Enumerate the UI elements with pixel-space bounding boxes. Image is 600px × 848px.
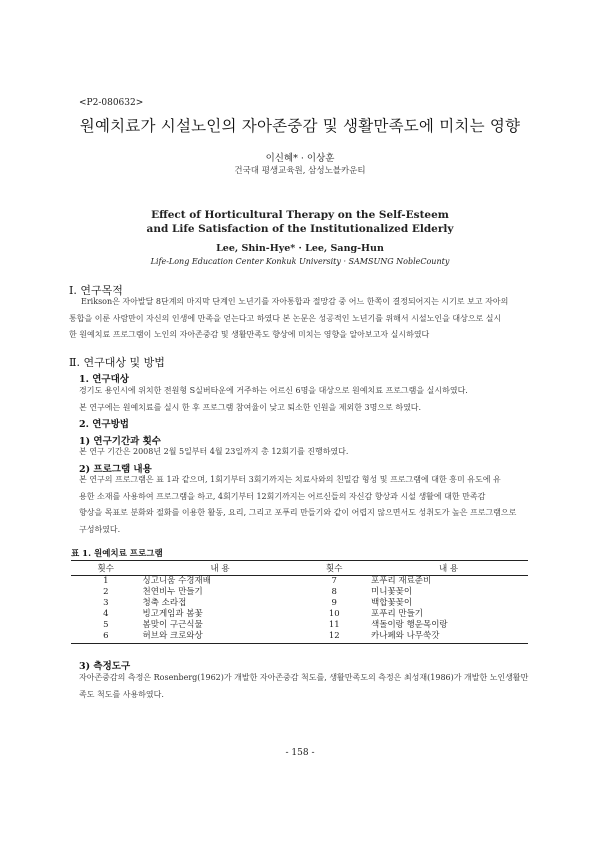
affiliation-korean: 건국대 평생교육원, 삼성노블카운티 (234, 166, 366, 176)
session-number: 8 (331, 587, 337, 597)
title-english-line1: Effect of Horticultural Therapy on the Self-Esteem (151, 209, 449, 221)
header-content: 내 용 (369, 561, 528, 576)
section1-line: Erikson은 자아발달 8단계의 마지막 단계인 노년기를 자아통합과 절망감 중 어느 한쪽이 결정되어지는 시기로 보고 자아의 (81, 297, 509, 306)
authors-english: Lee, Shin-Hye* · Lee, Sang-Hun (216, 243, 384, 254)
paper-code: <P2-080632> (79, 98, 144, 108)
session-number: 2 (103, 587, 109, 597)
session-content: 색돌이랑 행운목이랑 (371, 620, 448, 630)
subsection-period-body (79, 444, 531, 461)
table-row (71, 631, 528, 644)
section2-heading: Ⅱ. 연구대상 및 방법 (69, 356, 165, 369)
subsection-period-heading: 1) 연구기간과 횟수 (79, 436, 161, 447)
period-line: 본 연구 기간은 2008년 2월 5일부터 4월 23일까지 총 12회기를 진행하였다. (79, 447, 349, 456)
table1-caption: 표 1. 원예치료 프로그램 (71, 549, 163, 559)
session-content: 청축 소라접 (142, 598, 187, 608)
session-content: 백합꽃꽂이 (371, 598, 413, 608)
subsection-measurement-heading: 3) 측정도구 (79, 661, 131, 672)
measurement-line: 자아존중감의 측정은 Rosenberg(1962)가 개발한 자아존중감 척도를, 생활만족도의 측정은 최성재(1986)가 개발한 노인생활만 (79, 673, 529, 682)
participants-line: 경기도 용인시에 위치한 전원형 S실버타운에 거주하는 어르신 6명을 대상으로 원예치료 프로그램을 실시하였다. (79, 386, 468, 395)
session-number: 1 (103, 576, 109, 586)
page-number: - 158 - (285, 748, 315, 758)
session-content: 봄맞이 구근식물 (142, 620, 203, 630)
table-row (71, 576, 528, 588)
title-english (0, 208, 600, 236)
session-content: 포푸리 재료준비 (371, 576, 432, 586)
title-korean: 원예치료가 시설노인의 자아존중감 및 생활만족도에 미치는 영향 (79, 117, 521, 135)
affiliation-english: Life-Long Education Center Konkuk University · SAMSUNG NobleCounty (150, 257, 450, 266)
measurement-line: 족도 척도를 사용하였다. (79, 689, 164, 699)
subsection-measurement-body (79, 670, 531, 703)
title-english-line2: and Life Satisfaction of the Institutionalized Elderly (146, 223, 454, 235)
session-content: 카나페와 나무쑥갓 (369, 631, 528, 644)
header-session: 횟수 (299, 561, 369, 576)
table-header-row (71, 561, 528, 576)
table-row (71, 609, 528, 620)
session-number: 5 (103, 620, 109, 630)
session-number: 12 (299, 631, 369, 644)
subsection-program-body (79, 472, 531, 538)
session-number: 7 (331, 576, 337, 586)
section1-line: 통합을 이룬 사람만이 자신의 인생에 만족을 얻는다고 하였다 본 논문은 성공적인 노년기를 위해서 시설노인을 대상으로 실시 (69, 313, 502, 323)
table-row (71, 598, 528, 609)
participants-line: 본 연구에는 원예치료를 실시 한 후 프로그램 참여율이 낮고 퇴소한 인원을 제외한 3명으로 하였다. (79, 402, 422, 412)
session-content: 빙고게임과 봄꽃 (142, 609, 203, 619)
subsection-method-heading: 2. 연구방법 (79, 419, 129, 430)
program-line: 본 연구의 프로그램은 표 1과 같으며, 1회기부터 3회기까지는 치료사와의 친밀감 형성 및 프로그램에 대한 흥미 유도에 유 (79, 475, 501, 484)
header-content: 내 용 (141, 561, 300, 576)
session-number: 10 (328, 609, 340, 619)
session-content: 포푸리 만들기 (371, 609, 423, 619)
program-line: 용한 소재를 사용하여 프로그램을 하고, 4회기부터 12회기까지는 어르신들의 자신감 향상과 시설 생활에 대한 만족감 (79, 491, 486, 501)
section1-body (69, 294, 531, 344)
subsection-participants-body (79, 383, 531, 416)
subsection-participants-heading: 1. 연구대상 (79, 374, 129, 385)
subsection-program-heading: 2) 프로그램 내용 (79, 464, 152, 475)
session-content: 싱고니움 수경재배 (142, 576, 211, 586)
session-number: 3 (103, 598, 109, 608)
authors-korean: 이신혜* · 이상훈 (265, 153, 335, 164)
session-number: 11 (328, 620, 340, 630)
session-number: 4 (103, 609, 109, 619)
table-row (71, 620, 528, 631)
session-content: 천연비누 만들기 (142, 587, 203, 597)
session-number: 9 (331, 598, 337, 608)
session-number: 6 (71, 631, 141, 644)
header-session: 횟수 (71, 561, 141, 576)
section1-line: 한 원예치료 프로그램이 노인의 자아존중감 및 생활만족도 향상에 미치는 영향을 알아보고자 실시하였다 (69, 330, 430, 339)
program-table (71, 560, 528, 644)
program-line: 향상을 목표로 분화와 절화를 이용한 활동, 요리, 그리고 포푸리 만들기와 같이 어렵지 않으면서도 성취도가 높은 프로그램으로 (79, 508, 517, 517)
session-content: 허브와 크로와상 (141, 631, 300, 644)
table-row (71, 587, 528, 598)
section1-heading: Ⅰ. 연구목적 (69, 284, 123, 297)
session-content: 미니꽃꽂이 (371, 587, 413, 597)
program-line: 구성하였다. (79, 524, 121, 534)
